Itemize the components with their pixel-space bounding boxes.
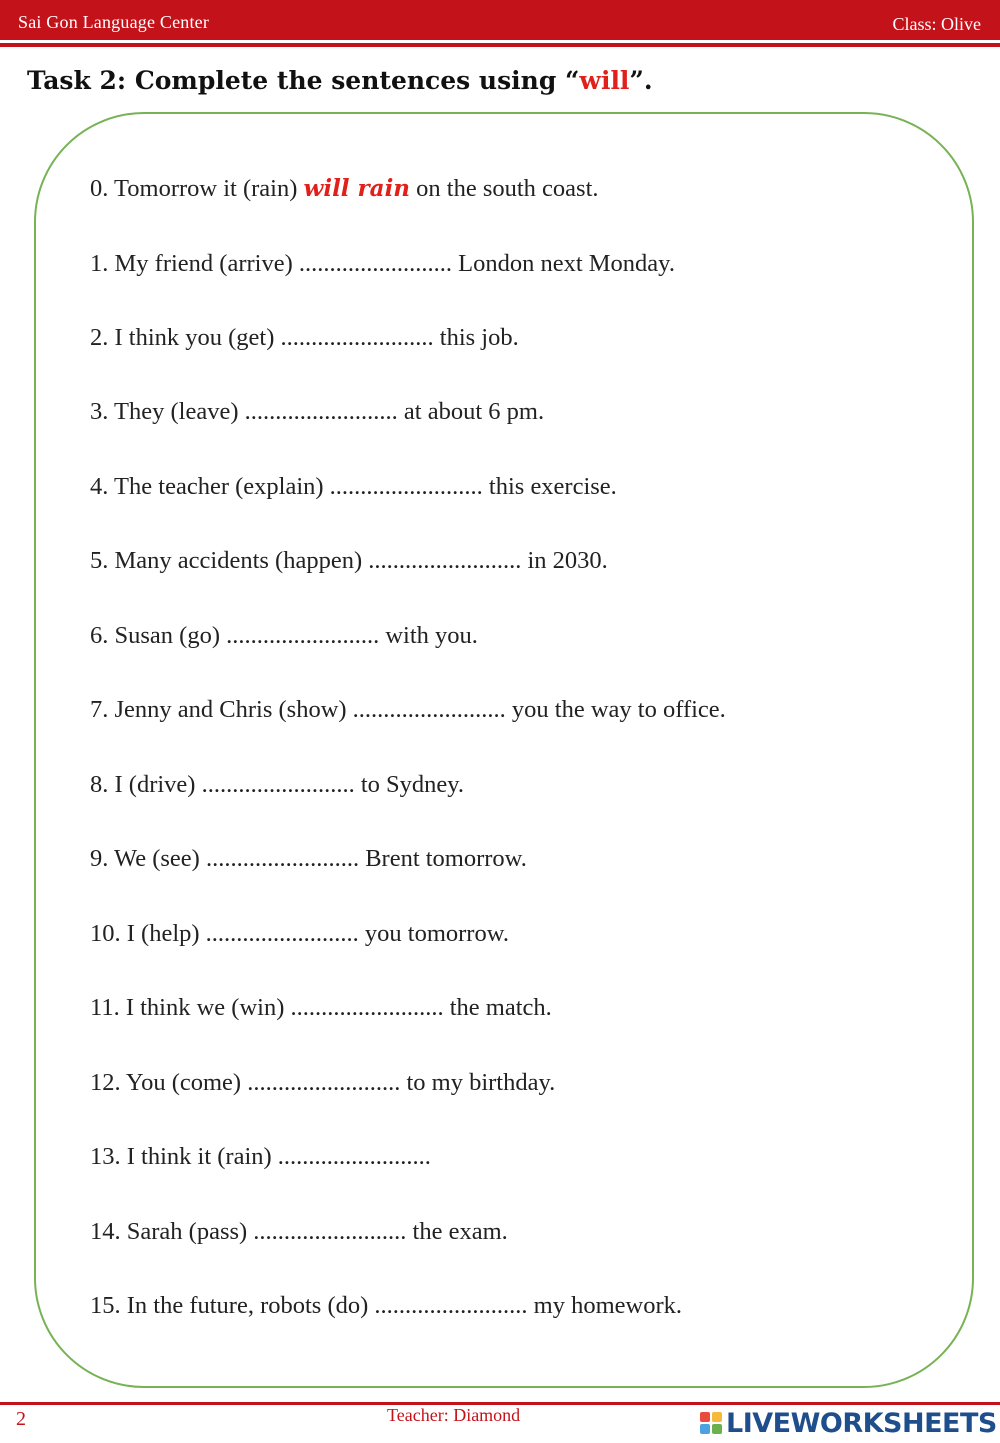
header-divider (0, 43, 1000, 47)
sentence-10: 10. I (help) ......................... you tomorrow. (90, 920, 509, 947)
task-title-prefix: Task 2: Complete the sentences using “ (27, 66, 580, 95)
task-title-suffix: ”. (629, 66, 653, 95)
exercise-frame (34, 112, 974, 1388)
sentence-13: 13. I think it (rain) ......................... (90, 1143, 431, 1170)
sentence-5: 5. Many accidents (happen) ......................... in 2030. (90, 547, 608, 574)
sentence-11: 11. I think we (win) ......................... the match. (90, 994, 552, 1021)
sentence-2: 2. I think you (get) ......................... this job. (90, 324, 519, 351)
sentence-12: 12. You (come) ......................... to my birthday. (90, 1069, 556, 1096)
center-name: Sai Gon Language Center (18, 12, 210, 32)
task-title (27, 66, 653, 95)
sentence-9: 9. We (see) ......................... Brent tomorrow. (90, 845, 527, 872)
page-number: 2 (16, 1408, 26, 1430)
liveworksheets-brand (700, 1408, 997, 1438)
sentence-15: 15. In the future, robots (do) ......................... my homework. (90, 1292, 682, 1319)
liveworksheets-logo-icon (700, 1412, 722, 1434)
sentence-0-after: on the south coast. (410, 175, 599, 202)
example-answer: will rain (303, 175, 411, 202)
sentence-14: 14. Sarah (pass) ......................... the exam. (90, 1218, 508, 1245)
sentence-0-before: 0. Tomorrow it (rain) (90, 175, 304, 202)
sentence-0 (90, 177, 599, 202)
sentence-4: 4. The teacher (explain) ......................... this exercise. (90, 473, 617, 500)
sentence-8: 8. I (drive) ......................... to Sydney. (90, 771, 465, 798)
brand-name: LIVEWORKSHEETS (726, 1407, 997, 1439)
teacher-name: Teacher: Diamond (387, 1405, 521, 1425)
task-title-keyword: will (579, 66, 630, 95)
class-label: Class: Olive (892, 14, 981, 34)
sentence-1: 1. My friend (arrive) ......................... London next Monday. (90, 250, 675, 277)
sentence-7: 7. Jenny and Chris (show) ......................... you the way to office. (90, 696, 726, 723)
sentence-6: 6. Susan (go) ......................... with you. (90, 622, 478, 649)
sentence-3: 3. They (leave) ......................... at about 6 pm. (90, 398, 545, 425)
